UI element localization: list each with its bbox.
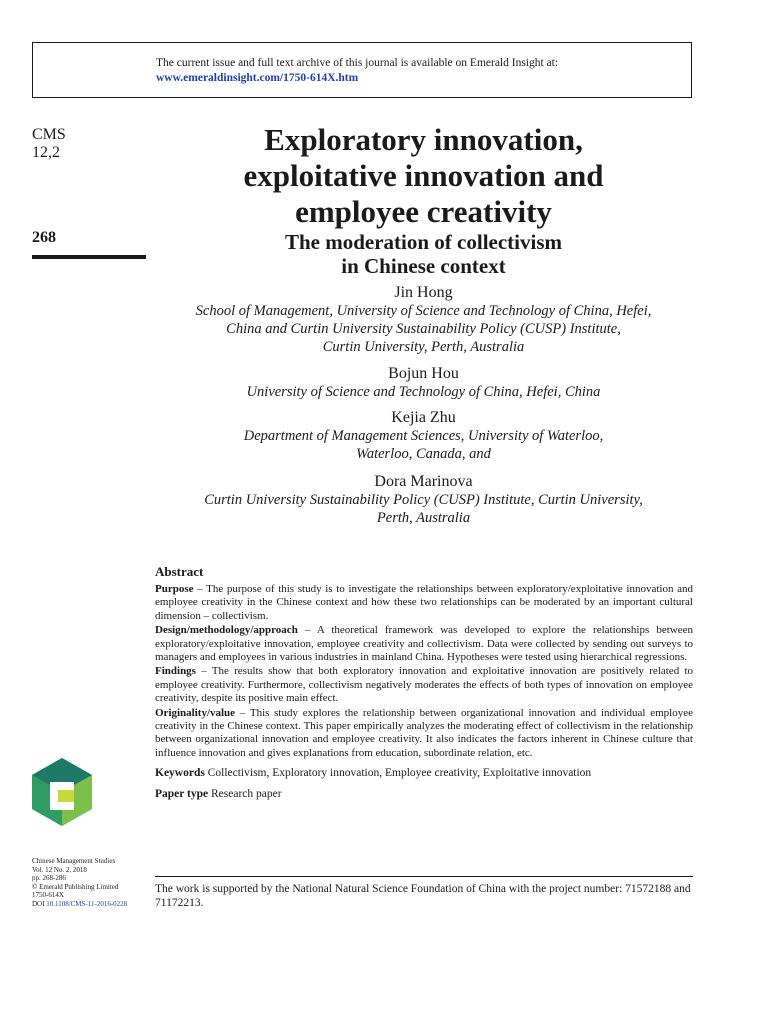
keywords [155, 766, 693, 781]
paper-type [155, 787, 693, 802]
abstract-heading: Abstract [155, 564, 204, 579]
page-number-rule [32, 255, 146, 259]
author-affiliation: Curtin University Sustainability Policy (CUSP) Institute, Curtin University, [204, 492, 643, 508]
section-label: Design/methodology/approach [155, 624, 298, 637]
meta-line: Vol. 12 No. 2, 2018 [32, 865, 87, 874]
doi-label: DOI [32, 899, 45, 908]
author-affiliation: Perth, Australia [376, 510, 471, 526]
section-label: Purpose [155, 583, 194, 595]
section-text: – The results show that both exploratory innovation and exploitative innovation are positively related to employee creativity. Furthermore, collectivism negatively moderates the effects of both types of innovation on employee creativity, despite its positive main effect. [155, 665, 693, 705]
author-name: Jin Hong [394, 284, 453, 301]
abstract-findings [155, 665, 693, 705]
doi-link[interactable]: 10.1108/CMS-11-2016-0228 [46, 899, 128, 908]
page-number: 268 [32, 229, 56, 246]
title-line: exploitative innovation and [243, 158, 604, 193]
author-affiliation: Curtin University, Perth, Australia [322, 339, 525, 355]
title-line: Exploratory innovation, [264, 122, 583, 157]
author-block-2 [155, 364, 692, 401]
journal-notice-box [32, 42, 692, 98]
meta-line: pp. 268-286 [32, 874, 66, 883]
author-name: Dora Marinova [374, 473, 473, 490]
author-affiliation: Department of Management Sciences, University of Waterloo, [243, 428, 604, 444]
journal-volume: 12,2 [32, 144, 60, 161]
paper-type-label: Paper type [155, 788, 209, 801]
abstract-purpose [155, 583, 693, 623]
footnote-rule [155, 876, 693, 877]
section-text: – This study explores the relationship between organizational innovation and individual employee creativity in the Chinese context. This paper empirically analyzes the moderating effect of collectivism in the relationship between organizational innovation and employee creativity. It also indicates the factors inherent in Chinese culture that influence innovation and gives explanations from education, subordinate relation, etc. [155, 706, 693, 759]
section-label: Findings [155, 665, 196, 678]
emerald-logo-icon [32, 758, 92, 826]
subtitle-line: in Chinese context [341, 254, 506, 278]
subtitle-line: The moderation of collectivism [284, 230, 563, 254]
keywords-text: Collectivism, Exploratory innovation, Employee creativity, Exploitative innovation [207, 767, 592, 780]
publication-metadata [32, 857, 127, 909]
author-name: Bojun Hou [388, 365, 459, 382]
section-label: Originality/value [155, 706, 236, 719]
notice-text: The current issue and full text archive of this journal is available on Emerald Insight at: [156, 57, 559, 69]
journal-citation [32, 126, 66, 162]
paper-subtitle [155, 230, 692, 278]
paper-title [155, 122, 692, 230]
title-line: employee creativity [295, 194, 552, 229]
paper-type-text: Research paper [211, 788, 282, 801]
funding-footnote: The work is supported by the National Natural Science Foundation of China with the project number: 71572188 and 71172213. [155, 883, 691, 909]
keywords-label: Keywords [155, 767, 205, 780]
journal-abbr: CMS [32, 126, 66, 143]
journal-link[interactable]: www.emeraldinsight.com/1750-614X.htm [156, 72, 359, 84]
author-block-1 [155, 283, 692, 356]
abstract-design [155, 624, 693, 664]
section-text: – The purpose of this study is to investigate the relationships between exploratory/exploitative innovation and employee creativity in the Chinese context and how these two relationships can be moderated by an important cultural dimension – collectivism. [155, 583, 693, 622]
section-text: – A theoretical framework was developed to explore the relationships between exploratory/exploitative innovation, employee creativity and collectivism. Data were collected by sending out surveys to managers and employees in various industries in mainland China. Hypotheses were tested using hierarchical regressions. [155, 624, 693, 664]
meta-line: © Emerald Publishing Limited [32, 882, 119, 891]
author-affiliation: Waterloo, Canada, and [356, 446, 491, 462]
author-affiliation: University of Science and Technology of China, Hefei, China [246, 384, 601, 400]
author-block-4 [155, 472, 692, 527]
meta-line: 1750-614X [32, 891, 64, 900]
meta-line: Chinese Management Studies [32, 857, 116, 865]
abstract-originality [155, 707, 693, 761]
doi-line [32, 900, 127, 909]
author-name: Kejia Zhu [391, 409, 456, 426]
author-block-3 [155, 408, 692, 463]
author-affiliation: School of Management, University of Science and Technology of China, Hefei, [195, 303, 652, 319]
author-affiliation: China and Curtin University Sustainability Policy (CUSP) Institute, [226, 321, 621, 337]
abstract [155, 564, 693, 802]
